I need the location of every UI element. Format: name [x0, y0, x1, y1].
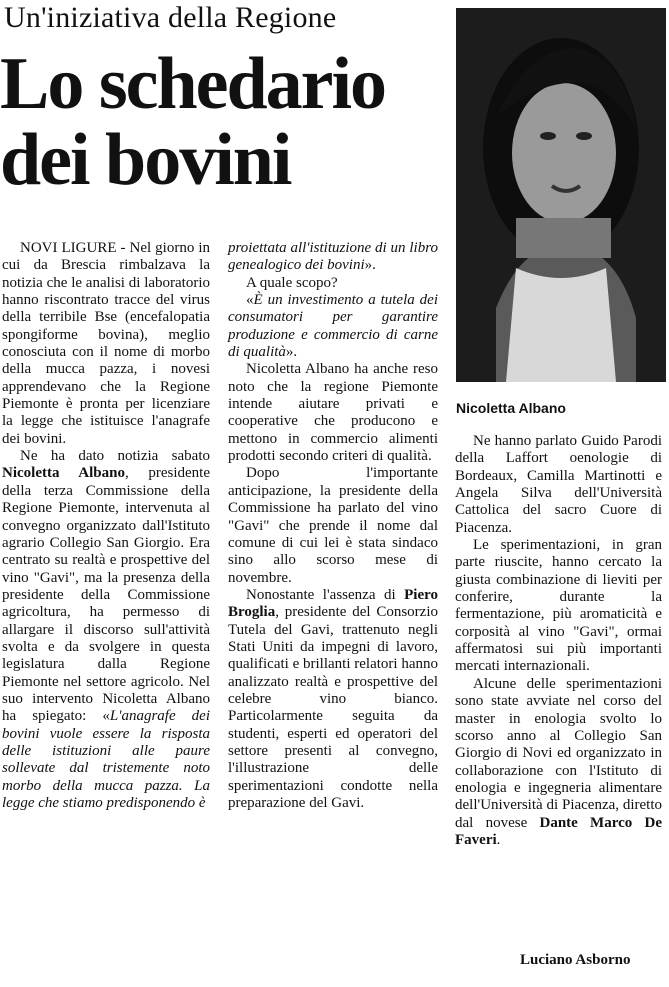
quote-text: L'anagrafe dei bovini vuole essere la risposta delle istituzioni alle paure sollevate dal tristemente noto morbo della mucca pazza. La legge che stiamo predisponendo è	[2, 708, 210, 811]
paragraph	[2, 448, 210, 812]
paragraph	[228, 292, 438, 361]
paragraph	[228, 465, 438, 586]
paragraph	[455, 537, 662, 676]
paragraph	[228, 240, 438, 275]
paragraph-text: , presidente della terza Commissione della Regione Piemonte, intervenuta al convegno organizzato dall'Istituto agrario Collegio San Giorgio. Era centrato su realtà e prospettive del vino "Gavi", ma la presenza della presidente della Commissione agricoltura, ha permesso di allargare il discorso sull'attività svolta e da svolgere in questa legislatura dalla Regione Piemonte nel settore agricolo. Nel suo intervento Nicoletta Albano ha spiegato: «	[2, 465, 210, 725]
kicker: Un'iniziativa della Regione	[4, 1, 337, 34]
paragraph-text: Ne hanno parlato Guido Parodi della Laffort oenologie di Bordeaux, Camilla Martinotti e Angela Silva dell'Università Cattolica del sacro Cuore di Piacenza.	[455, 433, 662, 536]
byline: Luciano Asborno	[520, 952, 631, 968]
quote-text: proiettata all'istituzione di un libro genealogico dei bovini	[228, 240, 438, 274]
headline: Lo schedario dei bovini	[0, 43, 386, 201]
paragraph-text: Nonostante l'assenza di	[246, 586, 396, 603]
paragraph	[455, 676, 662, 849]
paragraph-text: , presidente del Consorzio Tutela del Gavi, trattenuto negli Stati Uniti da impegni di lavoro, qualificati e brillanti relatori hanno analizzato realtà e prospettive del celebre vino bianco. Particolarmente seguita da studenti, esperti ed operatori del settore presenti al convegno, l'illustrazione delle sperimentazioni condotte nella preparazione del Gavi.	[228, 604, 438, 811]
paragraph-text: Le sperimentazioni, in gran parte riuscite, hanno cercato la giusta combinazione di lieviti per conferire, durante la fermentazione, più aromaticità e corposità al vino "Gavi", ormai affermatosi sui più importanti mercati internazionali.	[455, 537, 662, 675]
portrait-photo	[456, 8, 666, 382]
person-name: Piero Broglia	[228, 586, 438, 621]
paragraph	[455, 433, 662, 537]
person-name: Nicoletta Albano	[2, 465, 125, 482]
paragraph-text: Ne ha dato notizia sabato	[20, 448, 210, 465]
paragraph	[2, 240, 210, 448]
quote-text: È un investimento a tutela dei consumatori per garantire produzione e commercio di carne di qualità	[228, 292, 438, 361]
paragraph-text: Alcune delle sperimentazioni sono state avviate nel corso del master in enologia svolto lo scorso anno al Collegio San Giorgio di Novi ed organizzato in collaborazione con l'Istituto di enologia e ingegneria alimentare dell'Università di Piacenza, diretto dal novese	[455, 675, 662, 831]
article-column-2	[228, 240, 438, 812]
question-text: A quale scopo?	[246, 274, 338, 291]
portrait-image	[456, 8, 666, 382]
photo-caption: Nicoletta Albano	[456, 400, 566, 416]
paragraph	[228, 587, 438, 812]
paragraph-text: .	[496, 831, 501, 848]
person-name: Dante Marco De Faveri	[455, 814, 662, 848]
paragraph-text: ».	[285, 344, 298, 361]
paragraph-text: Nicoletta Albano ha anche reso noto che la regione Piemonte intende aiutare privati e cooperative che producono e mettono in commercio alimenti prodotti secondo criteri di qualità.	[228, 361, 438, 465]
paragraph	[228, 275, 438, 292]
paragraph-text: Dopo l'importante anticipazione, la presidente della Commissione ha parlato del vino "Gavi" che prende il nome dal comune di cui lei è stata sindaco sino allo scorso mese di novembre.	[228, 465, 438, 586]
paragraph-text: «	[246, 292, 254, 309]
paragraph-text: ».	[364, 257, 376, 274]
article-column-3	[455, 433, 662, 849]
paragraph-text: NOVI LIGURE - Nel giorno in cui da Brescia rimbalzava la notizia che le analisi di laboratorio hanno riscontrato tracce del virus della terribile Bse (encefalopatia spongiforme bovina), meglio conosciuta con il nome di morbo della mucca pazza, i novesi apprendevano che la Regione Piemonte è pronta per licenziare la legge che istituisce l'anagrafe dei bovini.	[2, 240, 210, 447]
article-column-1	[2, 240, 210, 812]
paragraph	[228, 361, 438, 465]
